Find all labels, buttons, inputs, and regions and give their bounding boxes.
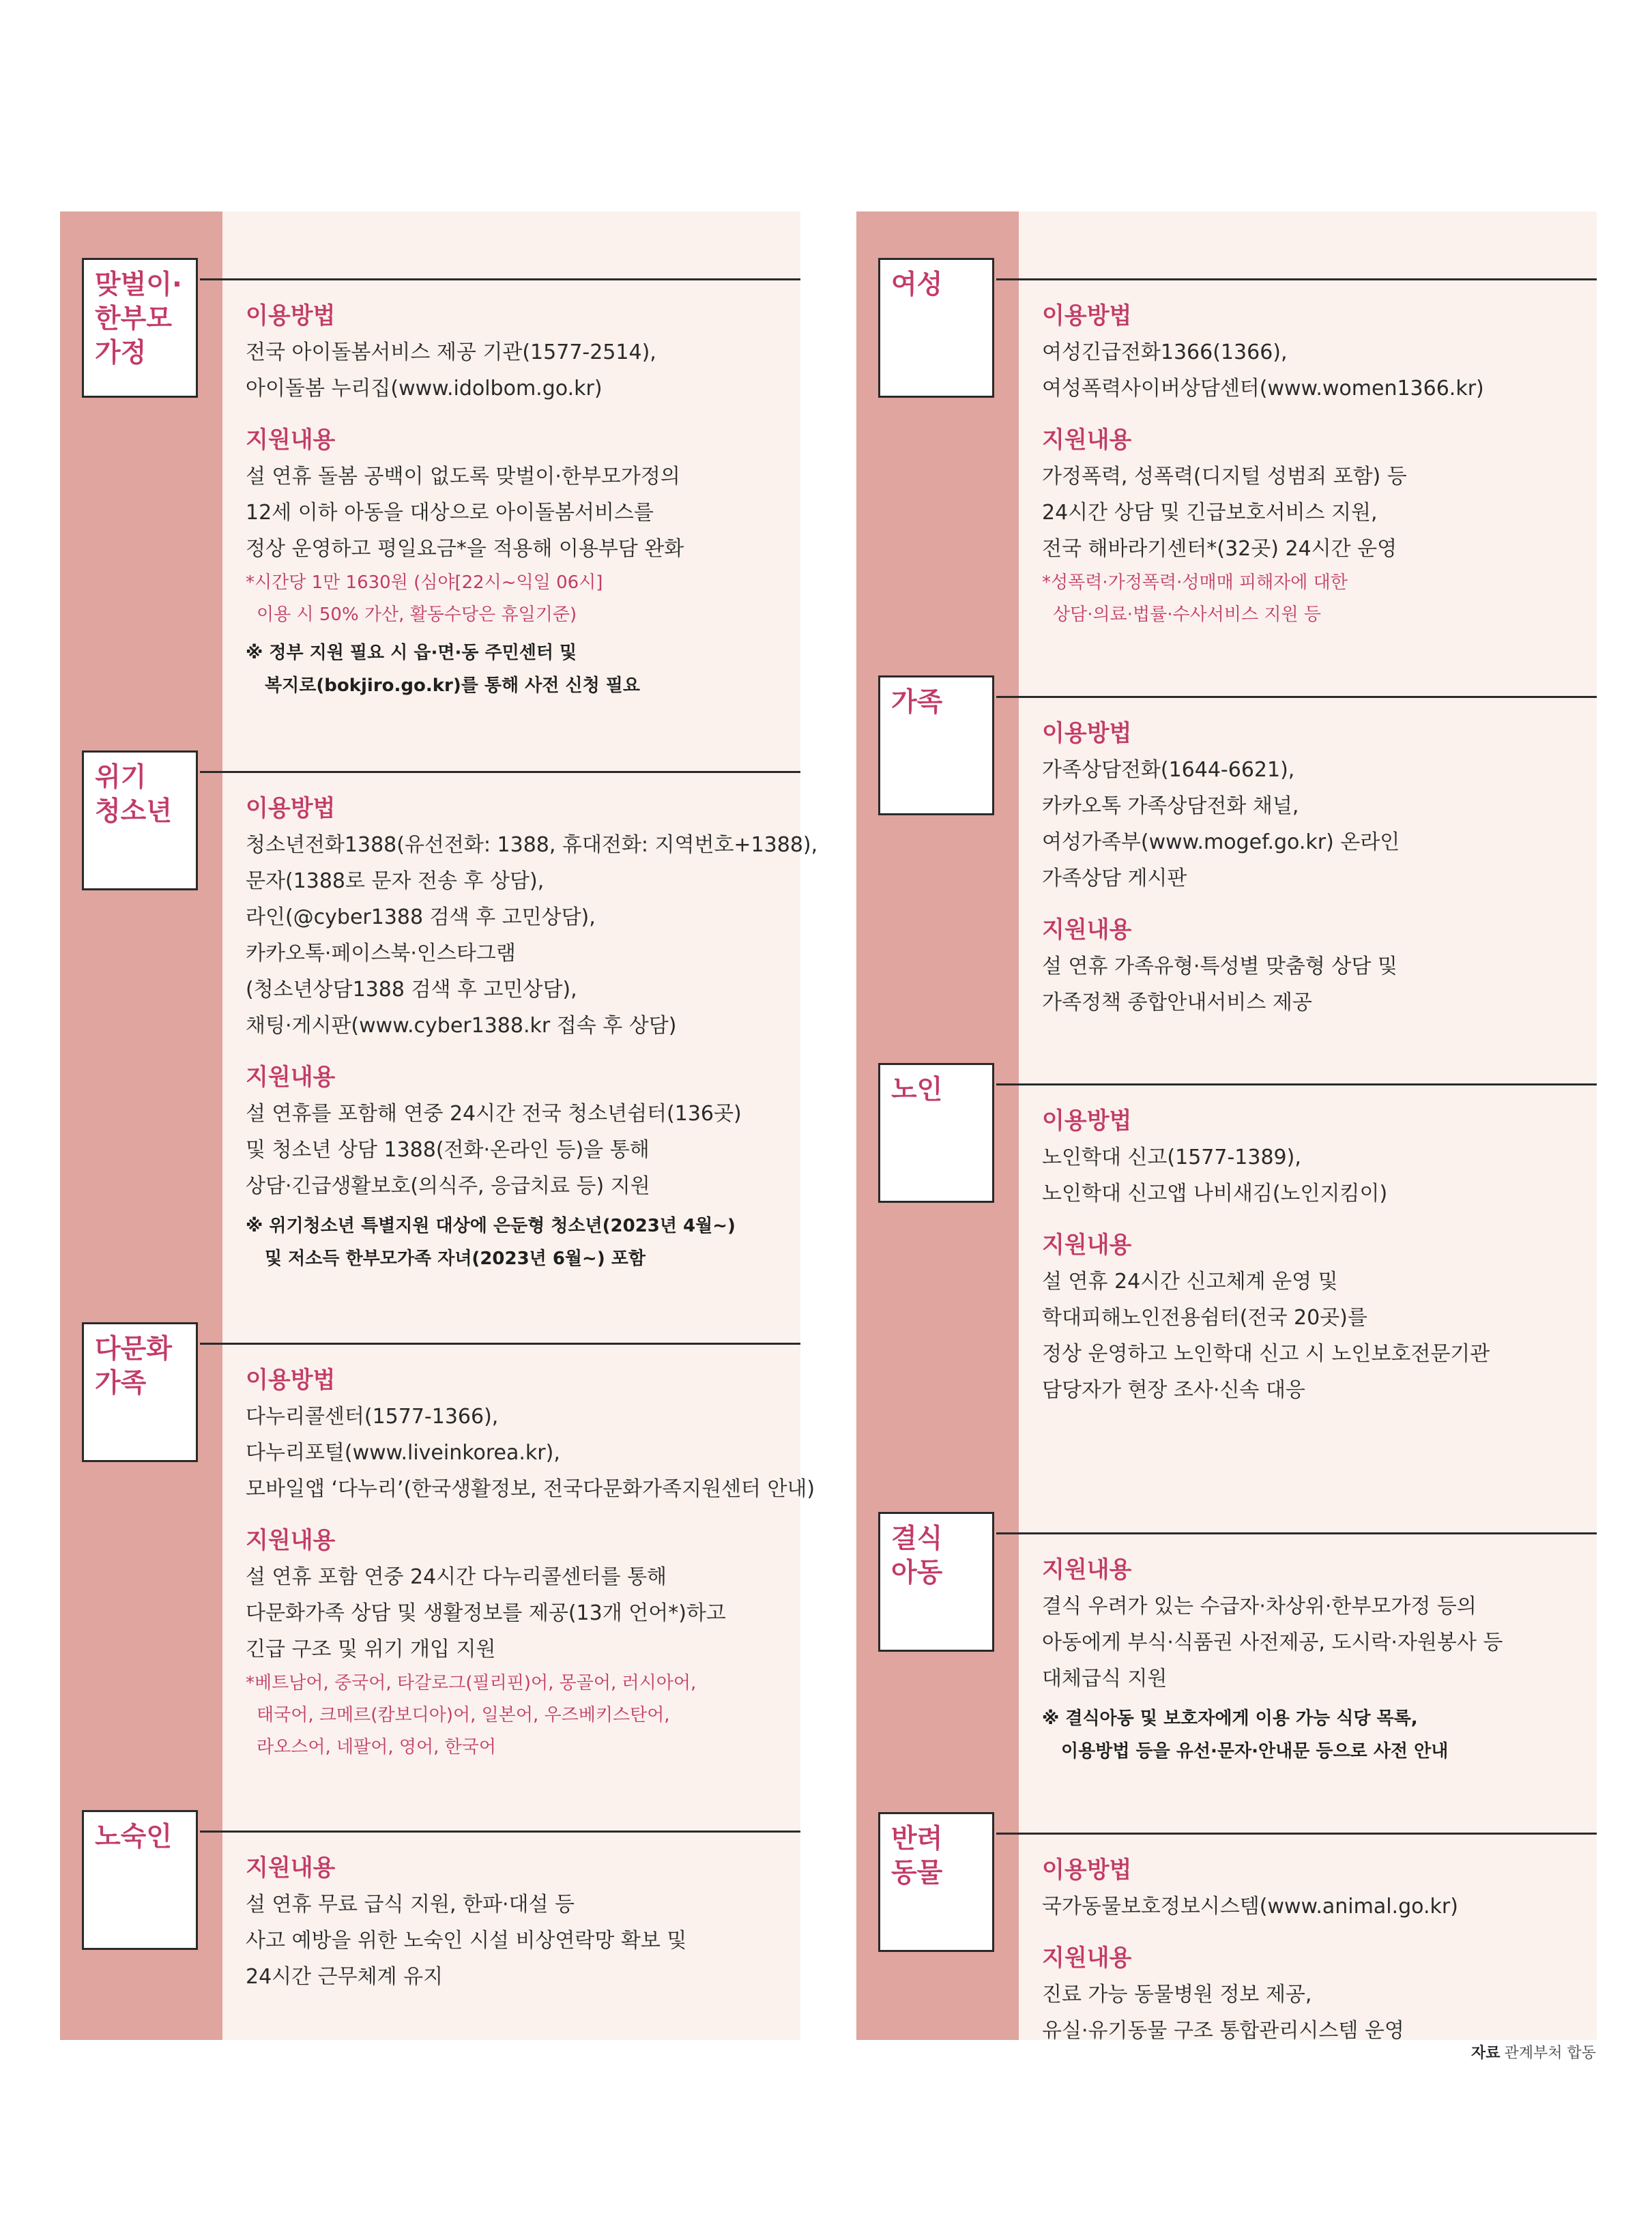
support-line: 진료 가능 동물병원 정보 제공, (1042, 1983, 1312, 2007)
usage-line: 여성폭력사이버상담센터(www.women1366.kr) (1042, 377, 1484, 400)
support-line: 담당자가 현장 조사·신속 대응 (1042, 1378, 1305, 1402)
support-heading: 지원내용 (1042, 1556, 1132, 1584)
category-label: 맞벌이· (95, 269, 182, 300)
category-label: 반려 (891, 1824, 943, 1854)
category-box (878, 258, 994, 398)
support-heading: 지원내용 (246, 426, 336, 454)
notice-line: 복지로(bokjiro.go.kr)를 통해 사전 신청 필요 (265, 675, 640, 696)
category-box (878, 1812, 994, 1952)
usage-line: 여성긴급전화1366(1366), (1042, 340, 1288, 364)
category-box (82, 1810, 198, 1950)
right-column (856, 212, 1597, 2043)
support-line: 긴급 구조 및 위기 개입 지원 (246, 1637, 496, 1661)
notice-line: 이용방법 등을 유선·문자·안내문 등으로 사전 안내 (1061, 1741, 1449, 1762)
support-line: 아동에게 부식·식품권 사전제공, 도시락·자원봉사 등 (1042, 1631, 1503, 1654)
category-label: 위기 (95, 762, 147, 793)
support-line: 전국 해바라기센터*(32곳) 24시간 운영 (1042, 537, 1397, 561)
usage-line: 라인(@cyber1388 검색 후 고민상담), (246, 905, 596, 929)
usage-line: 다누리포털(www.liveinkorea.kr), (246, 1441, 560, 1465)
notice-line: ※ 위기청소년 특별지원 대상에 은둔형 청소년(2023년 4월~) (246, 1216, 736, 1236)
support-line: 상담·긴급생활보호(의식주, 응급치료 등) 지원 (246, 1174, 650, 1198)
support-line: 다문화가족 상담 및 생활정보를 제공(13개 언어*)하고 (246, 1601, 726, 1625)
usage-line: 청소년전화1388(유선전화: 1388, 휴대전화: 지역번호+1388), (246, 833, 818, 857)
usage-line: 가족상담 게시판 (1042, 866, 1187, 890)
support-heading: 지원내용 (1042, 916, 1132, 944)
usage-heading: 이용방법 (1042, 1107, 1132, 1135)
support-line: 12세 이하 아동을 대상으로 아이돌봄서비스를 (246, 501, 654, 525)
usage-heading: 이용방법 (1042, 720, 1132, 747)
usage-line: 모바일앱 ‘다누리’(한국생활정보, 전국다문화가족지원센터 안내) (246, 1477, 815, 1501)
support-line: 설 연휴 돌봄 공백이 없도록 맞벌이·한부모가정의 (246, 465, 680, 489)
category-label: 노인 (891, 1075, 943, 1105)
section-rule (996, 696, 1597, 698)
support-line: 설 연휴 24시간 신고체계 운영 및 (1042, 1270, 1338, 1294)
usage-line: 여성가족부(www.mogef.go.kr) 온라인 (1042, 830, 1400, 854)
section-content (1042, 716, 1581, 1021)
category-label: 여성 (891, 269, 943, 300)
category-label: 노숙인 (95, 1822, 173, 1852)
section-rule (996, 1532, 1597, 1534)
section-content (1042, 1853, 1581, 2049)
support-line: 설 연휴 포함 연중 24시간 다누리콜센터를 통해 (246, 1565, 667, 1589)
left-accent-strip (60, 212, 222, 2040)
footnote-line: *성폭력·가정폭력·성매매 피해자에 대한 (1042, 572, 1348, 593)
category-label: 가족 (891, 687, 943, 718)
support-line: 및 청소년 상담 1388(전화·온라인 등)을 통해 (246, 1138, 650, 1162)
section-content (1042, 1553, 1581, 1768)
category-label: 가족 (95, 1368, 147, 1399)
usage-line: 아이돌봄 누리집(www.idolbom.go.kr) (246, 377, 603, 400)
usage-line: 가족상담전화(1644-6621), (1042, 758, 1295, 782)
usage-line: 노인학대 신고앱 나비새김(노인지킴이) (1042, 1182, 1388, 1206)
usage-line: 전국 아이돌봄서비스 제공 기관(1577-2514), (246, 340, 656, 364)
usage-line: 카카오톡·페이스북·인스타그램 (246, 942, 516, 965)
section-rule (200, 771, 800, 773)
support-heading: 지원내용 (1042, 426, 1132, 454)
section-rule (200, 1831, 800, 1833)
source-text: 관계부처 합동 (1504, 2045, 1596, 2062)
notice-line: ※ 결식아동 및 보호자에게 이용 가능 식당 목록, (1042, 1708, 1418, 1729)
usage-heading: 이용방법 (246, 795, 336, 822)
section-rule (200, 1343, 800, 1345)
usage-line: 문자(1388로 문자 전송 후 상담), (246, 869, 545, 893)
category-box (82, 750, 198, 890)
support-line: 24시간 상담 및 긴급보호서비스 지원, (1042, 501, 1378, 525)
category-label: 가정 (95, 338, 147, 368)
support-line: 가정폭력, 성폭력(디지털 성범죄 포함) 등 (1042, 465, 1407, 489)
source-credit (1471, 2041, 1596, 2062)
category-label: 한부모 (95, 304, 173, 334)
usage-line: 국가동물보호정보시스템(www.animal.go.kr) (1042, 1895, 1458, 1919)
section-rule (996, 1083, 1597, 1085)
section-rule (996, 1833, 1597, 1835)
category-label: 다문화 (95, 1334, 173, 1365)
support-line: 학대피해노인전용쉼터(전국 20곳)를 (1042, 1306, 1367, 1330)
footnote-line: 이용 시 50% 가산, 활동수당은 휴일기준) (257, 604, 577, 625)
section-rule (200, 278, 800, 280)
support-heading: 지원내용 (1042, 1944, 1132, 1972)
usage-heading: 이용방법 (246, 1367, 336, 1394)
notice-line: ※ 정부 지원 필요 시 읍·면·동 주민센터 및 (246, 643, 577, 663)
support-heading: 지원내용 (246, 1854, 336, 1882)
section-content (246, 791, 818, 1275)
footnote-line: *베트남어, 중국어, 타갈로그(필리핀)어, 몽골어, 러시아어, (246, 1673, 697, 1693)
category-label: 결식 (891, 1524, 943, 1554)
usage-line: 채팅·게시판(www.cyber1388.kr 접속 후 상담) (246, 1014, 677, 1038)
left-column (60, 212, 818, 2040)
support-heading: 지원내용 (246, 1527, 336, 1554)
usage-heading: 이용방법 (1042, 302, 1132, 330)
support-heading: 지원내용 (1042, 1231, 1132, 1259)
usage-heading: 이용방법 (1042, 1856, 1132, 1884)
support-line: 유실·유기동물 구조 통합관리시스템 운영 (1042, 2019, 1404, 2043)
usage-line: 노인학대 신고(1577-1389), (1042, 1146, 1301, 1169)
footnote-line: *시간당 1만 1630원 (심야[22시~익일 06시] (246, 572, 603, 593)
category-label: 청소년 (95, 796, 173, 827)
section-content (1042, 1104, 1581, 1408)
support-line: 가족정책 종합안내서비스 제공 (1042, 991, 1312, 1015)
footnote-line: 태국어, 크메르(캄보디아)어, 일본어, 우즈베키스탄어, (257, 1705, 670, 1725)
support-line: 정상 운영하고 노인학대 신고 시 노인보호전문기관 (1042, 1342, 1490, 1366)
support-line: 설 연휴 가족유형·특성별 맞춤형 상담 및 (1042, 954, 1397, 978)
section-content (246, 299, 785, 702)
category-label: 동물 (891, 1858, 943, 1889)
section-content (246, 1363, 815, 1764)
support-line: 24시간 근무체계 유지 (246, 1965, 444, 1989)
support-line: 설 연휴를 포함해 연중 24시간 전국 청소년쉼터(136곳) (246, 1102, 742, 1126)
section-content (246, 1851, 785, 1995)
usage-line: 다누리콜센터(1577-1366), (246, 1405, 499, 1429)
source-label: 자료 (1470, 2045, 1501, 2062)
support-line: 정상 운영하고 평일요금*을 적용해 이용부담 완화 (246, 537, 684, 561)
support-line: 사고 예방을 위한 노숙인 시설 비상연락망 확보 및 (246, 1929, 687, 1953)
usage-line: 카카오톡 가족상담전화 채널, (1042, 794, 1299, 818)
category-box (878, 1512, 994, 1652)
category-box (878, 675, 994, 815)
category-label: 아동 (891, 1558, 943, 1588)
category-box (878, 1063, 994, 1203)
support-heading: 지원내용 (246, 1064, 336, 1091)
usage-line: (청소년상담1388 검색 후 고민상담), (246, 978, 577, 1002)
section-rule (996, 278, 1597, 280)
footnote-line: 상담·의료·법률·수사서비스 지원 등 (1053, 604, 1321, 625)
category-box (82, 258, 198, 398)
category-box (82, 1322, 198, 1462)
footnote-line: 라오스어, 네팔어, 영어, 한국어 (257, 1737, 496, 1758)
support-line: 결식 우려가 있는 수급자·차상위·한부모가정 등의 (1042, 1594, 1477, 1618)
section-content (1042, 299, 1581, 631)
support-line: 설 연휴 무료 급식 지원, 한파·대설 등 (246, 1893, 575, 1916)
notice-line: 및 저소득 한부모가족 자녀(2023년 6월~) 포함 (265, 1249, 646, 1269)
usage-heading: 이용방법 (246, 302, 336, 330)
support-line: 대체급식 지원 (1042, 1667, 1168, 1691)
